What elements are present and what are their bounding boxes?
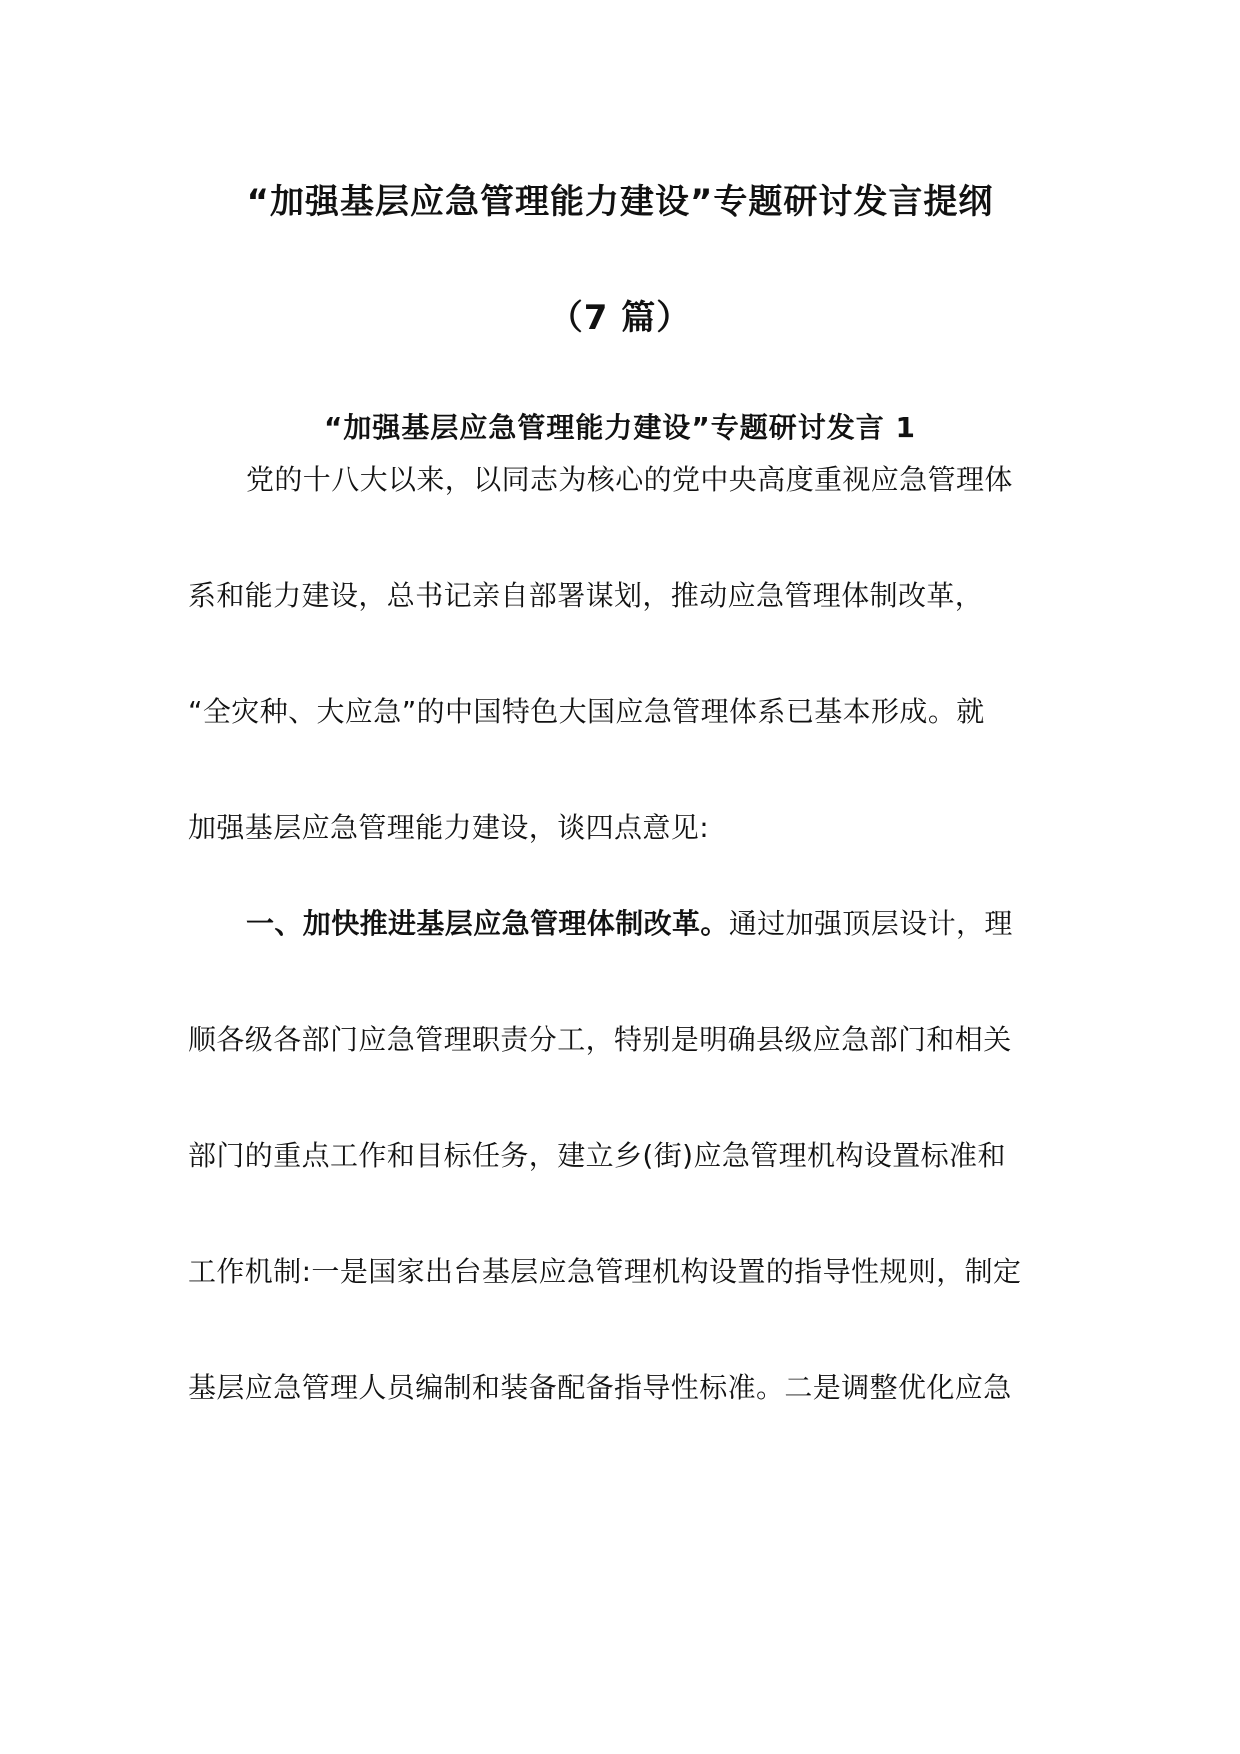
paragraph-line: 工作机制:一是国家出台基层应急管理机构设置的指导性规则，制定: [188, 1255, 1022, 1288]
document-title-count: （7 篇）: [548, 298, 692, 338]
paragraph-line: 顺各级各部门应急管理职责分工，特别是明确县级应急部门和相关: [188, 1023, 1012, 1056]
document-title: “加强基层应急管理能力建设”专题研讨发言提纲: [246, 182, 994, 222]
paragraph-line: 加强基层应急管理能力建设，谈四点意见:: [188, 811, 710, 844]
paragraph-line: “全灾种、大应急”的中国特色大国应急管理体系已基本形成。就: [188, 695, 985, 728]
section-heading: “加强基层应急管理能力建设”专题研讨发言 1: [323, 411, 917, 444]
point-text: 通过加强顶层设计，理: [728, 907, 1013, 940]
paragraph-line: 部门的重点工作和目标任务，建立乡(街)应急管理机构设置标准和: [188, 1139, 1006, 1172]
paragraph-line: [246, 906, 1048, 942]
paragraph-line: 系和能力建设，总书记亲自部署谋划，推动应急管理体制改革，: [188, 579, 984, 612]
paragraph-line: 党的十八大以来，以同志为核心的党中央高度重视应急管理体: [246, 463, 1013, 496]
point-heading: 一、加快推进基层应急管理体制改革。: [246, 907, 729, 940]
paragraph-line: 基层应急管理人员编制和装备配备指导性标准。二是调整优化应急: [188, 1371, 1012, 1404]
